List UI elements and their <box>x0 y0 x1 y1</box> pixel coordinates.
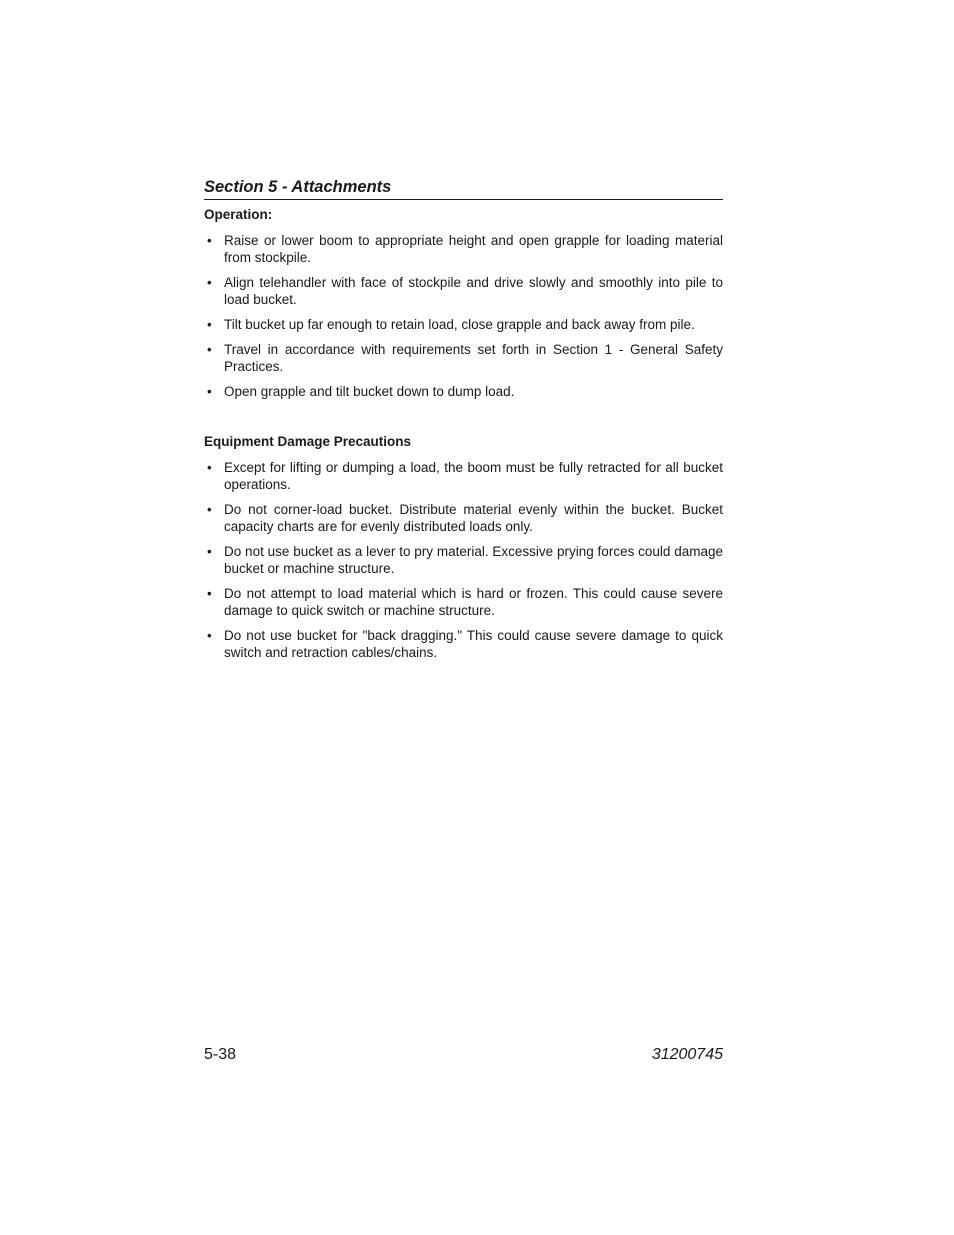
precautions-list <box>204 459 723 661</box>
list-item <box>204 543 723 577</box>
page-content <box>204 177 723 669</box>
list-item-text: Except for lifting or dumping a load, the boom must be fully retracted for all bucket operations. <box>224 460 723 492</box>
precautions-heading: Equipment Damage Precautions <box>204 434 412 449</box>
list-item-text: Do not attempt to load material which is hard or frozen. This could cause severe damage to quick switch or machine structure. <box>224 586 723 618</box>
document-number: 31200745 <box>651 1046 723 1063</box>
bullet-icon: • <box>207 460 212 475</box>
list-item <box>204 459 723 493</box>
bullet-icon: • <box>207 275 212 290</box>
list-item <box>204 501 723 535</box>
bullet-icon: • <box>207 628 212 643</box>
list-item-text: Tilt bucket up far enough to retain load, close grapple and back away from pile. <box>224 317 695 332</box>
list-item-text: Do not corner-load bucket. Distribute material evenly within the bucket. Bucket capacity charts are for evenly distributed loads only. <box>224 502 723 534</box>
bullet-icon: • <box>207 233 212 248</box>
list-item <box>204 627 723 661</box>
bullet-icon: • <box>207 544 212 559</box>
bullet-icon: • <box>207 502 212 517</box>
list-item <box>204 341 723 375</box>
list-item-text: Do not use bucket as a lever to pry material. Excessive prying forces could damage bucket or machine structure. <box>224 544 723 576</box>
list-item-text: Raise or lower boom to appropriate height and open grapple for loading material from stockpile. <box>224 233 723 265</box>
list-item-text: Do not use bucket for "back dragging." This could cause severe damage to quick switch and retraction cables/chains. <box>224 628 723 660</box>
bullet-icon: • <box>207 342 212 357</box>
list-item <box>204 383 723 400</box>
operation-list <box>204 232 723 400</box>
list-item <box>204 274 723 308</box>
bullet-icon: • <box>207 586 212 601</box>
page-number: 5-38 <box>204 1046 237 1063</box>
bullet-icon: • <box>207 317 212 332</box>
bullet-icon: • <box>207 384 212 399</box>
list-item <box>204 232 723 266</box>
operation-heading: Operation: <box>204 207 273 222</box>
section-title: Section 5 - Attachments <box>204 177 723 200</box>
list-item-text: Open grapple and tilt bucket down to dump load. <box>224 384 515 399</box>
list-item-text: Travel in accordance with requirements set forth in Section 1 - General Safety Practices. <box>224 342 723 374</box>
list-item-text: Align telehandler with face of stockpile and drive slowly and smoothly into pile to load bucket. <box>224 275 723 307</box>
list-item <box>204 585 723 619</box>
list-item <box>204 316 723 333</box>
